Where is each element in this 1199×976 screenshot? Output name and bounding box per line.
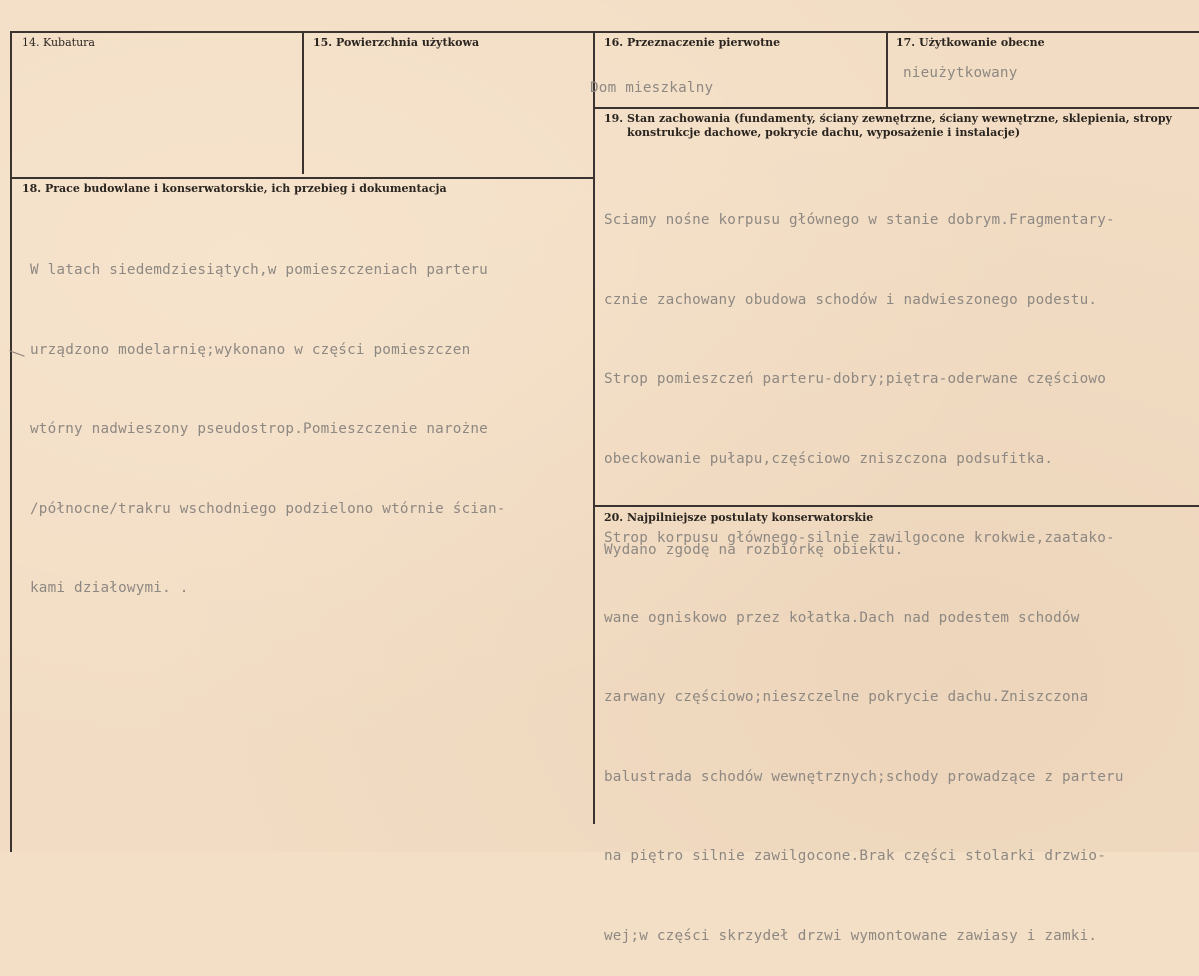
field-18-line: urządzono modelarnię;wykonano w części pomieszczen xyxy=(30,341,471,358)
field-18-label xyxy=(22,182,447,196)
field-19-line: zarwany częściowo;nieszczelne pokrycie dachu.Zniszczona xyxy=(604,689,1089,705)
field-20-value: Wydano zgodę na rozbiórkę obiektu. xyxy=(604,542,904,558)
divider-14-15 xyxy=(302,31,304,174)
field-19-line: wej;w części skrzydeł drzwi wymontowane zawiasy i zamki. xyxy=(604,927,1098,944)
field-14-label xyxy=(22,36,95,50)
field-16-number: 16. xyxy=(604,36,624,49)
field-18-number: 18. xyxy=(22,182,42,195)
field-19-title: Stan zachowania (fundamenty, ściany zewnętrzne, ściany wewnętrzne, sklepienia, stropy xyxy=(626,112,1172,125)
left-border-line xyxy=(10,31,12,852)
field-19-line: Sciamy nośne korpusu głównego w stanie dobrym.Fragmentary- xyxy=(604,212,1115,228)
field-17-value: nieużytkowany xyxy=(903,65,1018,81)
field-19-line: balustrada schodów wewnętrznych;schody prowadzące z parteru xyxy=(604,768,1124,785)
field-19-label xyxy=(604,112,1172,126)
field-18-text xyxy=(30,204,506,628)
top-border-line xyxy=(10,31,1199,33)
field-20-title: Najpilniejsze postulaty konserwatorskie xyxy=(626,511,874,524)
field-15-label xyxy=(313,36,479,50)
divider-16-17 xyxy=(886,31,888,108)
field-16-label xyxy=(604,36,780,50)
divider-16-19 xyxy=(593,107,1199,109)
field-19-line: wane ogniskowo przez kołatka.Dach nad podestem schodów xyxy=(604,609,1080,626)
field-19-line: na piętro silnie zawilgocone.Brak części stolarki drzwio- xyxy=(604,848,1107,864)
field-16-value: Dom mieszkalny xyxy=(590,80,714,96)
field-17-label xyxy=(896,36,1045,50)
field-14-title: Kubatura xyxy=(43,36,95,49)
divider-14-18 xyxy=(10,177,594,179)
field-19-label-cont: konstrukcje dachowe, pokrycie dachu, wyposażenie i instalacje) xyxy=(627,126,1021,139)
field-18-line: /północne/trakru wschodniego podzielono wtórnie ścian- xyxy=(30,500,506,517)
field-18-line: kami działowymi. . xyxy=(30,580,189,596)
field-20-label xyxy=(604,511,873,525)
field-17-number: 17. xyxy=(896,36,916,49)
field-15-number: 15. xyxy=(313,36,333,49)
field-19-text xyxy=(604,154,1124,976)
field-20-number: 20. xyxy=(604,511,624,524)
field-16-title: Przeznaczenie pierwotne xyxy=(626,36,781,49)
field-14-number: 14. xyxy=(22,36,40,49)
field-19-number: 19. xyxy=(604,112,624,125)
field-18-title: Prace budowlane i konserwatorskie, ich przebieg i dokumentacja xyxy=(44,182,447,195)
field-15-title: Powierzchnia użytkowa xyxy=(335,36,480,49)
field-19-line: cznie zachowany obudowa schodów i nadwieszonego podestu. xyxy=(604,291,1098,308)
field-19-line: obeckowanie pułapu,częściowo zniszczona podsufitka. xyxy=(604,450,1054,467)
field-17-title: Użytkowanie obecne xyxy=(918,36,1045,49)
field-19-line: Strop pomieszczeń parteru-dobry;piętra-oderwane częściowo xyxy=(604,371,1107,387)
field-18-line: W latach siedemdziesiątych,w pomieszczeniach parteru xyxy=(30,262,488,278)
field-19-line: Strop korpusu głównego-silnie zawilgocone krokwie,zaatako- xyxy=(604,530,1115,546)
main-column-divider xyxy=(593,31,595,824)
field-18-line: wtórny nadwieszony pseudostrop.Pomieszczenie narożne xyxy=(30,421,488,437)
